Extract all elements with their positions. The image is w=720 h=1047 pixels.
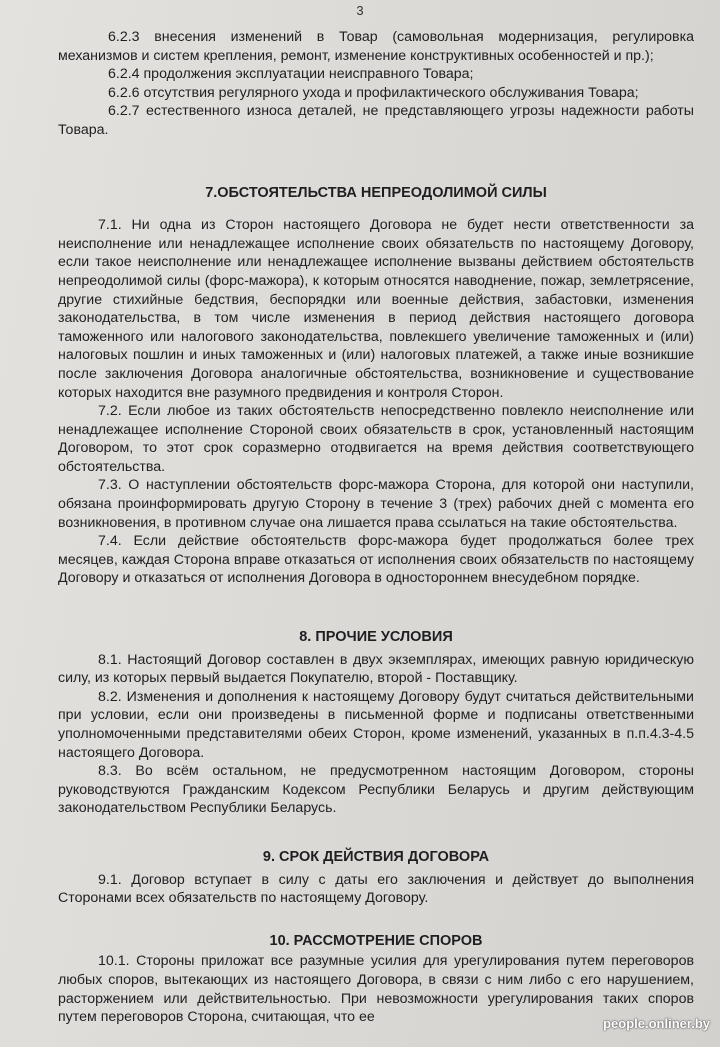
clause-7-4: 7.4. Если действие обстоятельств форс-мажора будет продолжаться более трех месяцев, каждая Сторона вправе отказаться от исполнения своих обязательств по настоящему Договору и отказаться от исполнения Договора в одностороннем внесудебном порядке.: [58, 533, 694, 587]
section-10-title: 10. РАССМОТРЕНИЕ СПОРОВ: [269, 932, 483, 949]
clause-9-1: 9.1. Договор вступает в силу с даты его заключения и действует до выполнения Сторонами всех обязательств по настоящему Договору.: [58, 871, 694, 907]
page-number: 3: [356, 3, 364, 18]
clause-7-1: 7.1. Ни одна из Сторон настоящего Договора не будет нести ответственности за неисполнение или ненадлежащее исполнение своих обязательств по настоящему Договору, если такое неисполнение или ненадлежащее исполнение вызваны действием обстоятельств непреодолимой силы (форс-мажора), к которым относятся наводнение, пожар, землетрясение, другие стихийные бедствия, беспорядки или военные действия, забастовки, изменения законодательства, в том числе изменения в период действия настоящего договора таможенного или налогового законодательства, повлекшего увеличение таможенных и (или) налоговых пошлин и иных таможенных и (или) налоговых платежей, а также иные возникшие после заключения Договора аналогичные обстоятельства, возникновение и существование которых находится вне разумного предвидения и контроля Сторон.: [58, 217, 694, 401]
clause-8-2: 8.2. Изменения и дополнения к настоящему Договору будут считаться действительными при условии, если они произведены в письменной форме и подписаны ответственными уполномоченными представителями обеих Сторон, кроме изменений, указанных в п.п.4.3-4.5 настоящего Договора.: [58, 688, 694, 761]
clause-8-1: 8.1. Настоящий Договор составлен в двух экземплярах, имеющих равную юридическую силу, из которых первый выдается Покупателю, второй - Поставщику.: [58, 651, 694, 687]
document-body: [58, 28, 694, 1027]
clause-10-1: 10.1. Стороны приложат все разумные усилия для урегулирования путем переговоров любых споров, вытекающих из настоящего Договора, в связи с ним либо с его нарушением, расторжением или действительностью. При невозможности урегулирования таких споров путем переговоров Сторона, считающая, что ее: [58, 953, 694, 1026]
clause-8-3: 8.3. Во всём остальном, не предусмотренном настоящим Договором, стороны руководствуются Гражданским Кодексом Республики Беларусь и другим действующим законодательством Республики Беларусь.: [58, 763, 694, 817]
clause-6-2-3: 6.2.3 внесения изменений в Товар (самовольная модернизация, регулировка механизмов и систем крепления, ремонт, изменение конструктивных особенностей и пр.);: [58, 29, 694, 64]
clause-6-2-7: 6.2.7 естественного износа деталей, не представляющего угрозы надежности работы Товара.: [58, 103, 694, 138]
watermark: people.onliner.by: [603, 1016, 710, 1031]
clause-6-2-4: 6.2.4 продолжения эксплуатации неисправного Товара;: [108, 66, 474, 83]
section-8-title: 8. ПРОЧИЕ УСЛОВИЯ: [299, 629, 453, 646]
clause-7-3: 7.3. О наступлении обстоятельств форс-мажора Сторона, для которой они наступили, обязана проинформировать другую Сторону в течение 3 (трех) рабочих дней с момента его возникновения, в противном случае она лишается права ссылаться на такие обстоятельства.: [58, 477, 694, 531]
section-9-title: 9. СРОК ДЕЙСТВИЯ ДОГОВОРА: [262, 848, 490, 865]
section-7-title: 7.ОБСТОЯТЕЛЬСТВА НЕПРЕОДОЛИМОЙ СИЛЫ: [205, 184, 547, 201]
clause-6-2-6: 6.2.6 отсутствия регулярного ухода и профилактического обслуживания Товара;: [108, 84, 639, 101]
clause-7-2: 7.2. Если любое из таких обстоятельств непосредственно повлекло неисполнение или ненадлежащее исполнение Стороной своих обязательств в срок, установленный настоящим Договором, то этот срок соразмерно отодвигается на время действия соответствующего обстоятельства.: [58, 403, 694, 475]
